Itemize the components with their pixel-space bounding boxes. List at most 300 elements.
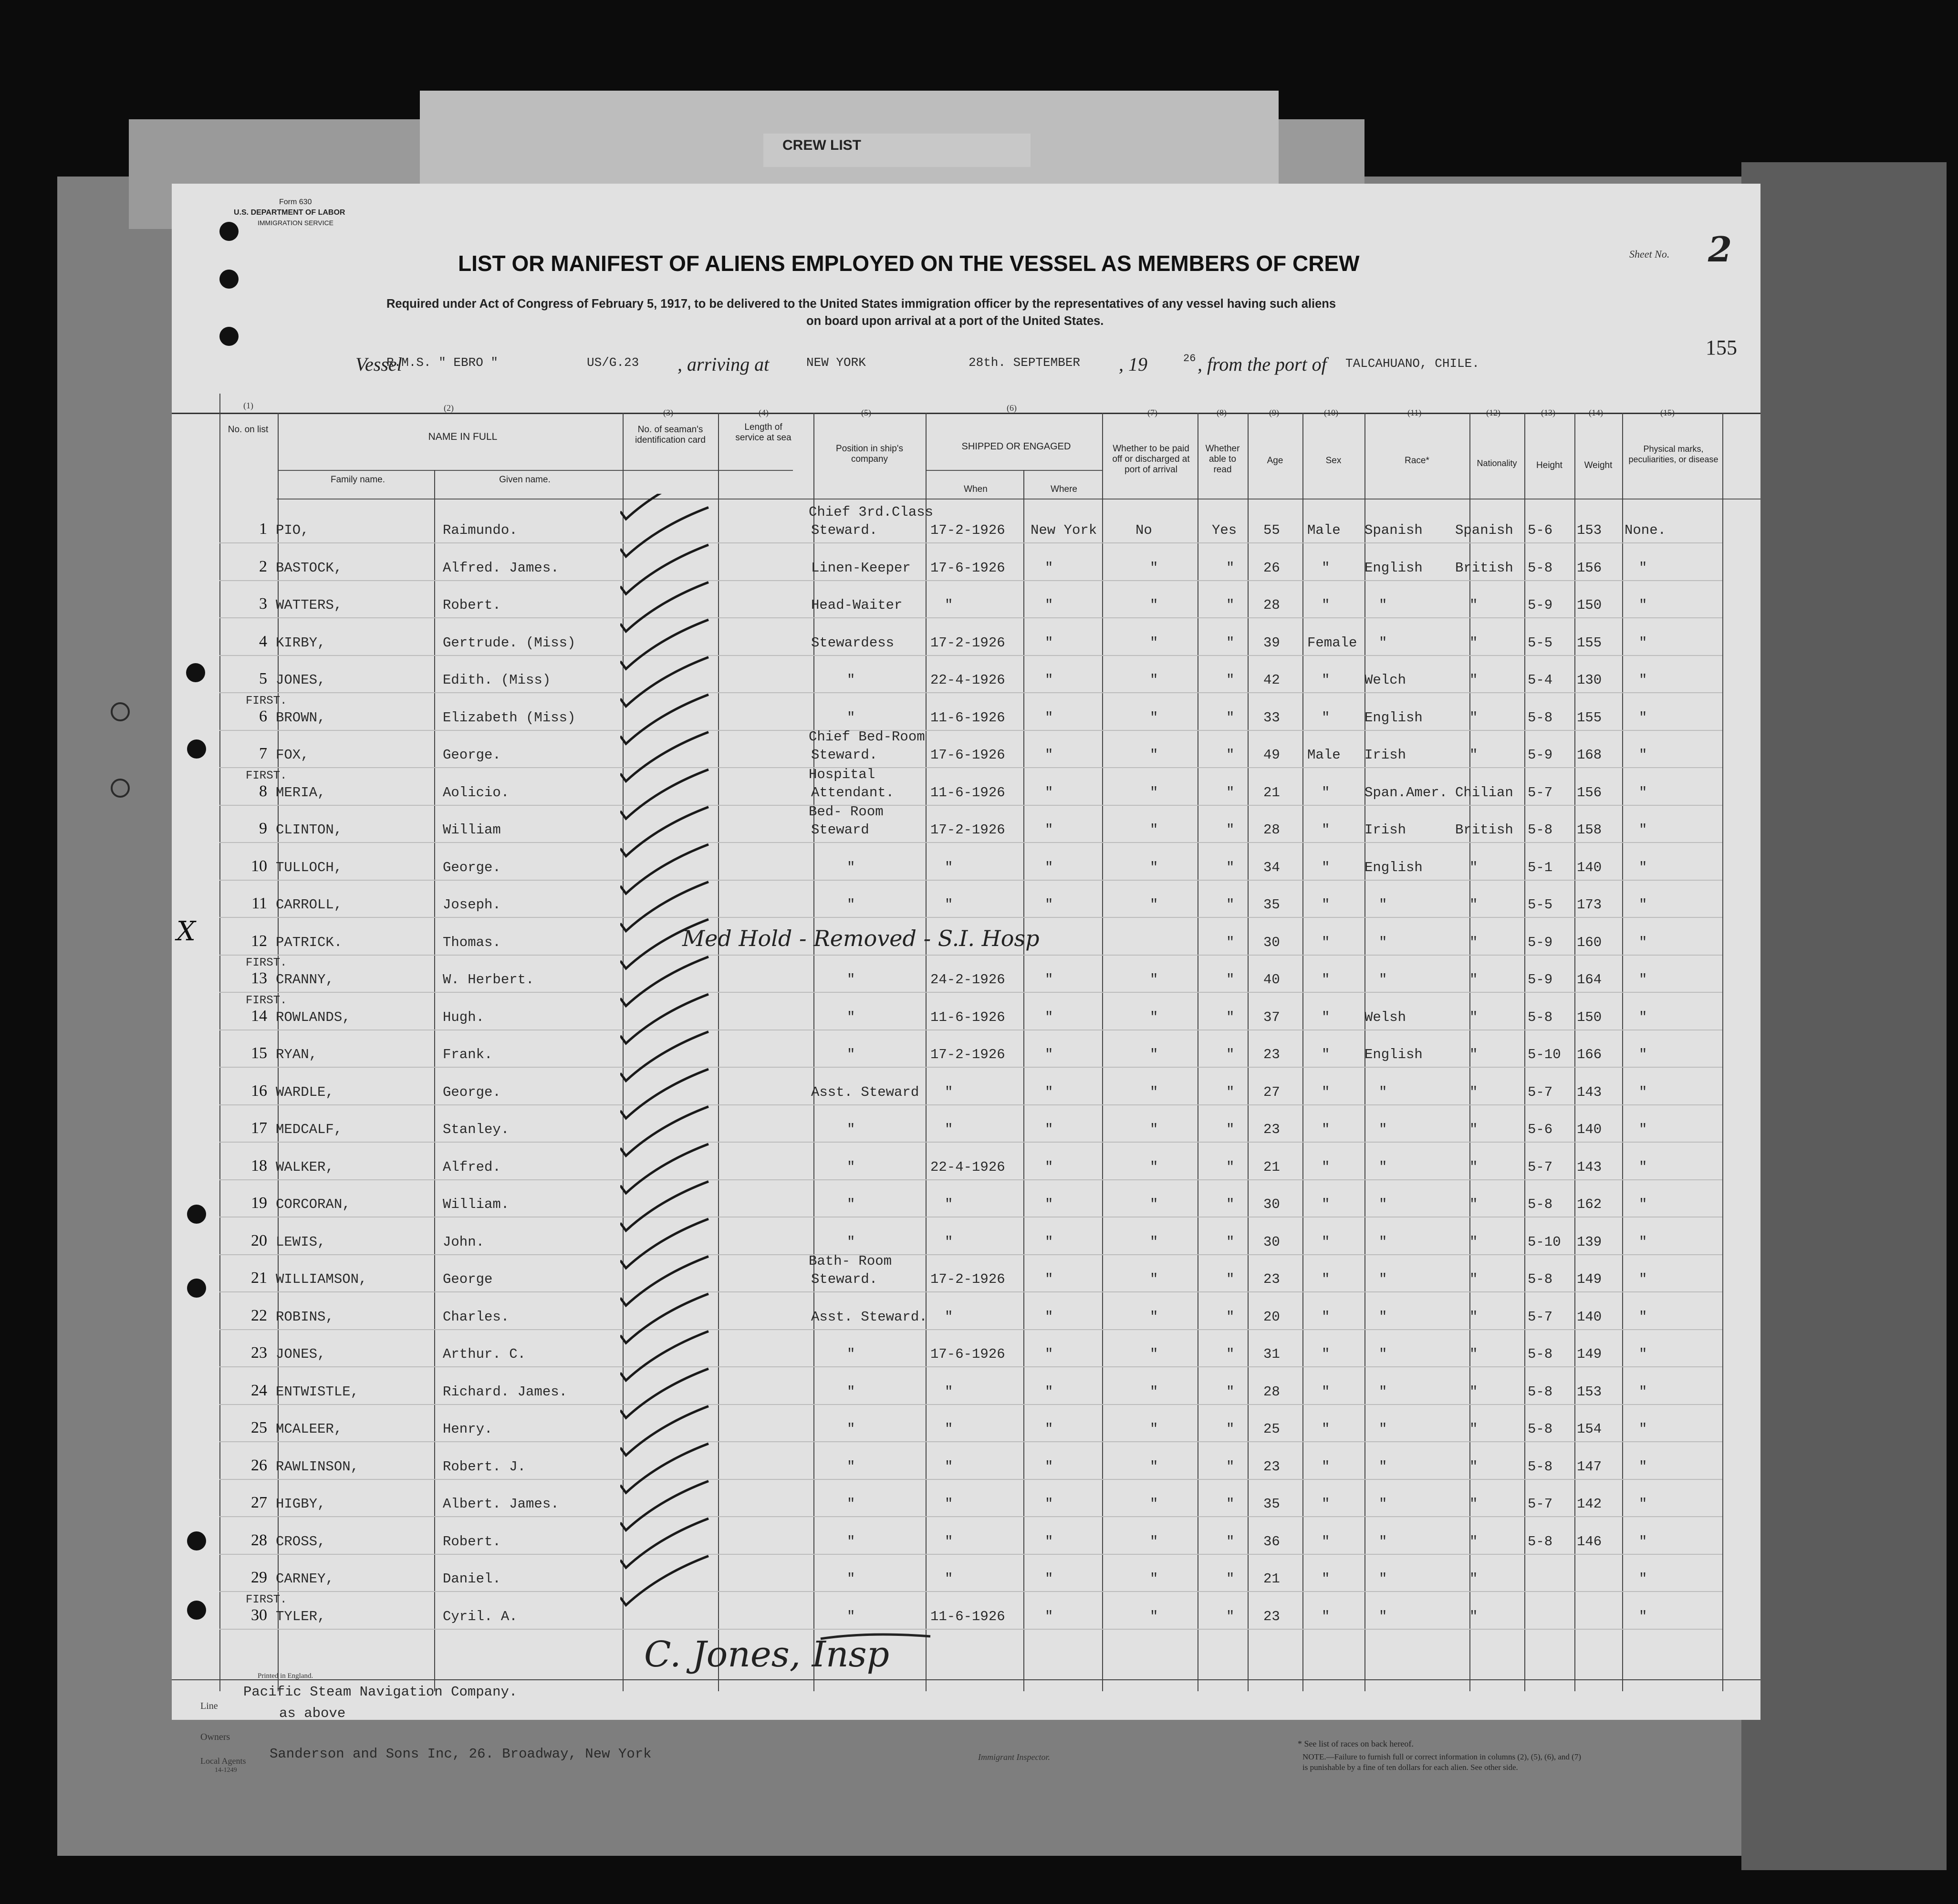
col9-header: Age [1267,456,1283,466]
row-rule [219,655,1722,656]
family-name: MEDCALF, [276,1122,343,1137]
nationality: British [1455,822,1513,838]
nationality: " [1469,1496,1478,1512]
shipped-when: " [945,597,953,613]
able-to-read: " [1226,1346,1235,1362]
paid-off: " [1150,1496,1158,1512]
paid-off: " [1150,1197,1158,1212]
shipped-where: " [1045,1533,1053,1550]
height: 5-7 [1528,784,1553,801]
col6-header: SHIPPED OR ENGAGED [961,441,1071,452]
position: " [847,1047,855,1062]
able-to-read: " [1226,1384,1235,1400]
col8-header: Whether able to read [1205,444,1240,475]
list-number: 19 [251,1194,267,1212]
sex: Male [1307,747,1341,763]
height: 5-10 [1528,1234,1561,1250]
list-number: 3 [259,595,267,613]
row-rule [219,1404,1722,1405]
given-name: Elizabeth (Miss) [443,709,576,726]
weight: 150 [1577,1009,1602,1025]
position: " [847,1234,855,1250]
family-name: BASTOCK, [276,560,343,576]
given-name: Joseph. [443,897,501,913]
physical-marks: " [1639,1047,1647,1062]
race: English [1364,709,1423,726]
col7-header: Whether to be paid off or discharged at port of arrival [1112,444,1190,475]
height: 5-7 [1528,1496,1553,1512]
age: 39 [1263,635,1280,651]
column-rule [1622,413,1623,1691]
position: " [847,1608,855,1624]
position: Head-Waiter [811,597,903,613]
race: " [1379,1197,1387,1212]
family-name: PATRICK. [276,934,343,950]
weight: 140 [1577,1309,1602,1325]
able-to-read: " [1226,784,1235,801]
paid-off: " [1150,747,1158,763]
shipped-when: " [945,1197,953,1212]
race: " [1379,1571,1387,1587]
agents-value: Sanderson and Sons Inc, 26. Broadway, New York [270,1746,652,1762]
paid-off: No [1135,522,1152,538]
able-to-read: " [1226,635,1235,651]
vessel-label: Vessel [355,354,402,375]
background-crew-list-tab: CREW LIST [763,134,1031,167]
age: 23 [1263,1271,1280,1287]
sex: Male [1307,522,1341,538]
family-name: ROBINS, [276,1309,334,1325]
weight: 173 [1577,897,1602,913]
arriving-label: , arriving at [677,354,770,375]
height: 5-9 [1528,747,1553,763]
given-name: Charles. [443,1309,510,1325]
paid-off: " [1150,1234,1158,1250]
height: 5-8 [1528,1458,1553,1475]
age: 21 [1263,784,1280,801]
position: Steward. [811,747,878,763]
row-rule [219,1441,1722,1442]
position: Linen-Keeper [811,560,911,576]
nationality: " [1469,1533,1478,1550]
shipped-where: " [1045,1009,1053,1025]
punch-hole [219,327,239,346]
physical-marks: " [1639,1197,1647,1212]
nationality: " [1469,1122,1478,1137]
family-name: PIO, [276,522,309,538]
from-label: , from the port of [1198,354,1327,375]
given-name: Robert. [443,1533,501,1550]
age: 26 [1263,560,1280,576]
shipped-where: " [1045,1421,1053,1437]
age: 23 [1263,1608,1280,1624]
list-number: 11 [251,895,267,912]
given-name: Stanley. [443,1122,510,1137]
age: 23 [1263,1047,1280,1062]
col13-number: (13) [1541,408,1555,417]
shipped-when: 11-6-1926 [930,1608,1005,1624]
manifest-sheet [172,184,1760,1774]
shipped-where: " [1045,1197,1053,1212]
col4-number: (4) [759,408,769,417]
row-rule [219,1291,1722,1292]
able-to-read: " [1226,672,1235,688]
col1-header: No. on list [228,425,269,435]
family-name: JONES, [276,1346,326,1362]
col13-header: Height [1536,460,1562,470]
physical-marks: " [1639,1234,1647,1250]
column-rule [219,394,220,1691]
able-to-read: " [1226,560,1235,576]
binder-ring-hole [111,702,130,721]
able-to-read: " [1226,1533,1235,1550]
nationality: " [1469,1271,1478,1287]
row-rule [219,805,1722,806]
column-rule [1248,413,1249,1691]
able-to-read: " [1226,972,1235,988]
position: Steward. [811,1271,878,1287]
given-name: Arthur. C. [443,1346,526,1362]
given-name: Gertrude. (Miss) [443,635,576,651]
nationality: " [1469,1084,1478,1100]
shipped-where: " [1045,747,1053,763]
family-name: ROWLANDS, [276,1009,351,1025]
weight: 156 [1577,560,1602,576]
first-class-prefix: FIRST. [246,1593,287,1606]
race: " [1379,1496,1387,1512]
age: 35 [1263,1496,1280,1512]
paid-off: " [1150,672,1158,688]
sex: " [1322,1346,1330,1362]
age: 21 [1263,1159,1280,1175]
weight: 140 [1577,859,1602,875]
col2-number: (2) [444,403,454,413]
column-rule [1302,413,1303,1691]
physical-marks: " [1639,1271,1647,1287]
weight: 142 [1577,1496,1602,1512]
paid-off: " [1150,859,1158,875]
row-rule [219,1591,1722,1592]
position: " [847,709,855,726]
paid-off: " [1150,1271,1158,1287]
height: 5-8 [1528,1533,1553,1550]
col6-where-header: Where [1051,484,1077,494]
footer-note-1: NOTE.—Failure to furnish full or correct information in columns (2), (5), (6), and (7) [1302,1752,1581,1761]
nationality: " [1469,672,1478,688]
sex: " [1322,1197,1330,1212]
list-number: 29 [251,1569,267,1586]
col5-header: Position in ship's company [836,444,903,464]
col12-number: (12) [1486,408,1500,417]
row-rule [219,1554,1722,1555]
paid-off: " [1150,1608,1158,1624]
sex: Female [1307,635,1357,651]
agents-label: Local Agents [200,1756,246,1766]
name-subheader-rule [278,470,793,471]
weight: 155 [1577,709,1602,726]
weight: 147 [1577,1458,1602,1475]
row-rule [219,1254,1722,1255]
weight: 164 [1577,972,1602,988]
shipped-where: " [1045,897,1053,913]
given-name: Frank. [443,1047,493,1062]
list-number: 28 [251,1531,267,1549]
page-title: LIST OR MANIFEST OF ALIENS EMPLOYED ON THE VESSEL AS MEMBERS OF CREW [458,251,1360,276]
owners-value: as above [279,1706,346,1721]
race: " [1379,597,1387,613]
paid-off: " [1150,1309,1158,1325]
family-name: WALKER, [276,1159,334,1175]
physical-marks: " [1639,859,1647,875]
shipped-when: " [945,1122,953,1137]
shipped-when: " [945,859,953,875]
column-rule [434,470,435,1691]
list-number: 25 [251,1419,267,1436]
physical-marks: " [1639,1458,1647,1475]
family-name: FOX, [276,747,309,763]
height: 5-8 [1528,1421,1553,1437]
shipped-when: 11-6-1926 [930,784,1005,801]
race: Span.Amer. [1364,784,1448,801]
list-number: 22 [251,1306,267,1324]
shipped-when: 17-2-1926 [930,522,1005,538]
physical-marks: " [1639,934,1647,950]
family-name: MERIA, [276,784,326,801]
paid-off: " [1150,1346,1158,1362]
race: " [1379,1159,1387,1175]
race: " [1379,1608,1387,1624]
row-rule [219,617,1722,618]
weight: 166 [1577,1047,1602,1062]
physical-marks: " [1639,709,1647,726]
year-prefix: , 19 [1119,354,1147,375]
punch-hole [187,1279,206,1298]
nationality: " [1469,1421,1478,1437]
nationality: " [1469,1309,1478,1325]
list-number: 17 [251,1119,267,1137]
row-rule [219,1366,1722,1367]
printed-note: Printed in England. [258,1672,313,1680]
height: 5-8 [1528,1009,1553,1025]
sex: " [1322,1271,1330,1287]
weight: 158 [1577,822,1602,838]
weight: 130 [1577,672,1602,688]
weight: 156 [1577,784,1602,801]
able-to-read: " [1226,1084,1235,1100]
sheet-label: Sheet No. [1629,248,1670,260]
shipped-where: " [1045,709,1053,726]
race: " [1379,1384,1387,1400]
family-name: LEWIS, [276,1234,326,1250]
able-to-read: " [1226,1047,1235,1062]
weight: 146 [1577,1533,1602,1550]
row-rule [219,692,1722,693]
shipped-when: " [945,1384,953,1400]
age: 23 [1263,1122,1280,1137]
given-name: George. [443,1084,501,1100]
family-name: CROSS, [276,1533,326,1550]
height: 5-7 [1528,1084,1553,1100]
given-name: George [443,1271,493,1287]
able-to-read: " [1226,897,1235,913]
column-rule [1524,413,1525,1691]
position: " [847,897,855,913]
line-value: Pacific Steam Navigation Company. [243,1684,518,1700]
family-name: TULLOCH, [276,859,343,875]
physical-marks: " [1639,635,1647,651]
col11-number: (11) [1407,408,1422,417]
race: English [1364,1047,1423,1062]
height: 5-1 [1528,859,1553,875]
shipped-where: " [1045,1309,1053,1325]
shipped-where: " [1045,1047,1053,1062]
list-number: 4 [259,632,267,650]
list-number: 15 [251,1044,267,1062]
sex: " [1322,784,1330,801]
given-name: George. [443,747,501,763]
sex: " [1322,560,1330,576]
sex: " [1322,1009,1330,1025]
weight: 162 [1577,1197,1602,1212]
height: 5-8 [1528,1346,1553,1362]
first-class-prefix: FIRST. [246,694,287,707]
position: " [847,1421,855,1437]
shipped-where: " [1045,784,1053,801]
height: 5-6 [1528,522,1553,538]
family-name: CARNEY, [276,1571,334,1587]
col14-header: Weight [1584,460,1613,470]
list-number: 9 [259,820,267,837]
race: " [1379,1458,1387,1475]
sex: " [1322,1122,1330,1137]
punch-hole [187,1601,206,1620]
shipped-when: " [945,1309,953,1325]
row-rule [219,767,1722,768]
shipped-where: " [1045,1271,1053,1287]
list-number: 13 [251,969,267,987]
race: " [1379,897,1387,913]
race: " [1379,934,1387,950]
shipped-where: " [1045,1571,1053,1587]
age: 55 [1263,522,1280,538]
family-name: JONES, [276,672,326,688]
race: " [1379,1084,1387,1100]
weight: 168 [1577,747,1602,763]
able-to-read: " [1226,1571,1235,1587]
physical-marks: " [1639,1421,1647,1437]
list-number: 14 [251,1007,267,1025]
able-to-read: " [1226,1234,1235,1250]
shipped-where: " [1045,1608,1053,1624]
shipped-when: 22-4-1926 [930,672,1005,688]
punch-hole [219,270,239,289]
shipped-where: " [1045,972,1053,988]
sheet-number: 2 [1708,229,1732,270]
physical-marks: " [1639,1084,1647,1100]
row-rule [219,580,1722,581]
nationality: " [1469,934,1478,950]
shipped-when: " [945,1458,953,1475]
col11-header: Race* [1405,456,1429,466]
position: " [847,1159,855,1175]
col1-number: (1) [243,401,253,410]
height: 5-9 [1528,972,1553,988]
row-rule [219,1104,1722,1105]
position: Steward. [811,522,878,538]
row-rule [219,917,1722,918]
race: Welch [1364,672,1406,688]
col2-family-header: Family name. [330,475,385,485]
given-name: Richard. James. [443,1384,568,1400]
position: " [847,1009,855,1025]
nationality: British [1455,560,1513,576]
nationality: " [1469,897,1478,913]
col3-number: (3) [663,408,673,417]
shipped-when: 17-6-1926 [930,1346,1005,1362]
race: English [1364,859,1423,875]
given-name: Cyril. A. [443,1608,518,1624]
position: " [847,859,855,875]
list-number: 27 [251,1494,267,1511]
list-number: 21 [251,1269,267,1287]
height: 5-7 [1528,1309,1553,1325]
given-name: William [443,822,501,838]
able-to-read: " [1226,1309,1235,1325]
vessel-code: US/G.23 [587,355,639,370]
sex: " [1322,1571,1330,1587]
able-to-read: " [1226,1197,1235,1212]
physical-marks: " [1639,1159,1647,1175]
weight: 153 [1577,522,1602,538]
list-number: 7 [259,745,267,762]
sex: " [1322,672,1330,688]
able-to-read: " [1226,1458,1235,1475]
height: 5-8 [1528,560,1553,576]
col2-header: NAME IN FULL [428,431,498,442]
family-name: WILLIAMSON, [276,1271,367,1287]
position: " [847,1197,855,1212]
position: " [847,1496,855,1512]
position: " [847,672,855,688]
given-name: George. [443,859,501,875]
family-name: CLINTON, [276,822,343,838]
list-number: 8 [259,782,267,800]
physical-marks: " [1639,597,1647,613]
col12-header: Nationality [1477,458,1517,468]
sex: " [1322,1496,1330,1512]
shipped-when: 17-2-1926 [930,822,1005,838]
given-name: John. [443,1234,485,1250]
punch-hole [187,1531,206,1550]
family-name: RYAN, [276,1047,318,1062]
paid-off: " [1150,1047,1158,1062]
col5-number: (5) [861,408,871,417]
age: 30 [1263,1234,1280,1250]
able-to-read: " [1226,597,1235,613]
row-rule [219,1142,1722,1143]
race: " [1379,635,1387,651]
paid-off: " [1150,972,1158,988]
given-name: Raimundo. [443,522,518,538]
nationality: " [1469,1384,1478,1400]
weight: 149 [1577,1346,1602,1362]
shipped-subheader-rule [926,470,1102,471]
physical-marks: " [1639,1309,1647,1325]
sex: " [1322,1084,1330,1100]
arrival-date: 28th. SEPTEMBER [969,355,1081,370]
physical-marks: " [1639,1122,1647,1137]
list-number: 6 [259,707,267,725]
